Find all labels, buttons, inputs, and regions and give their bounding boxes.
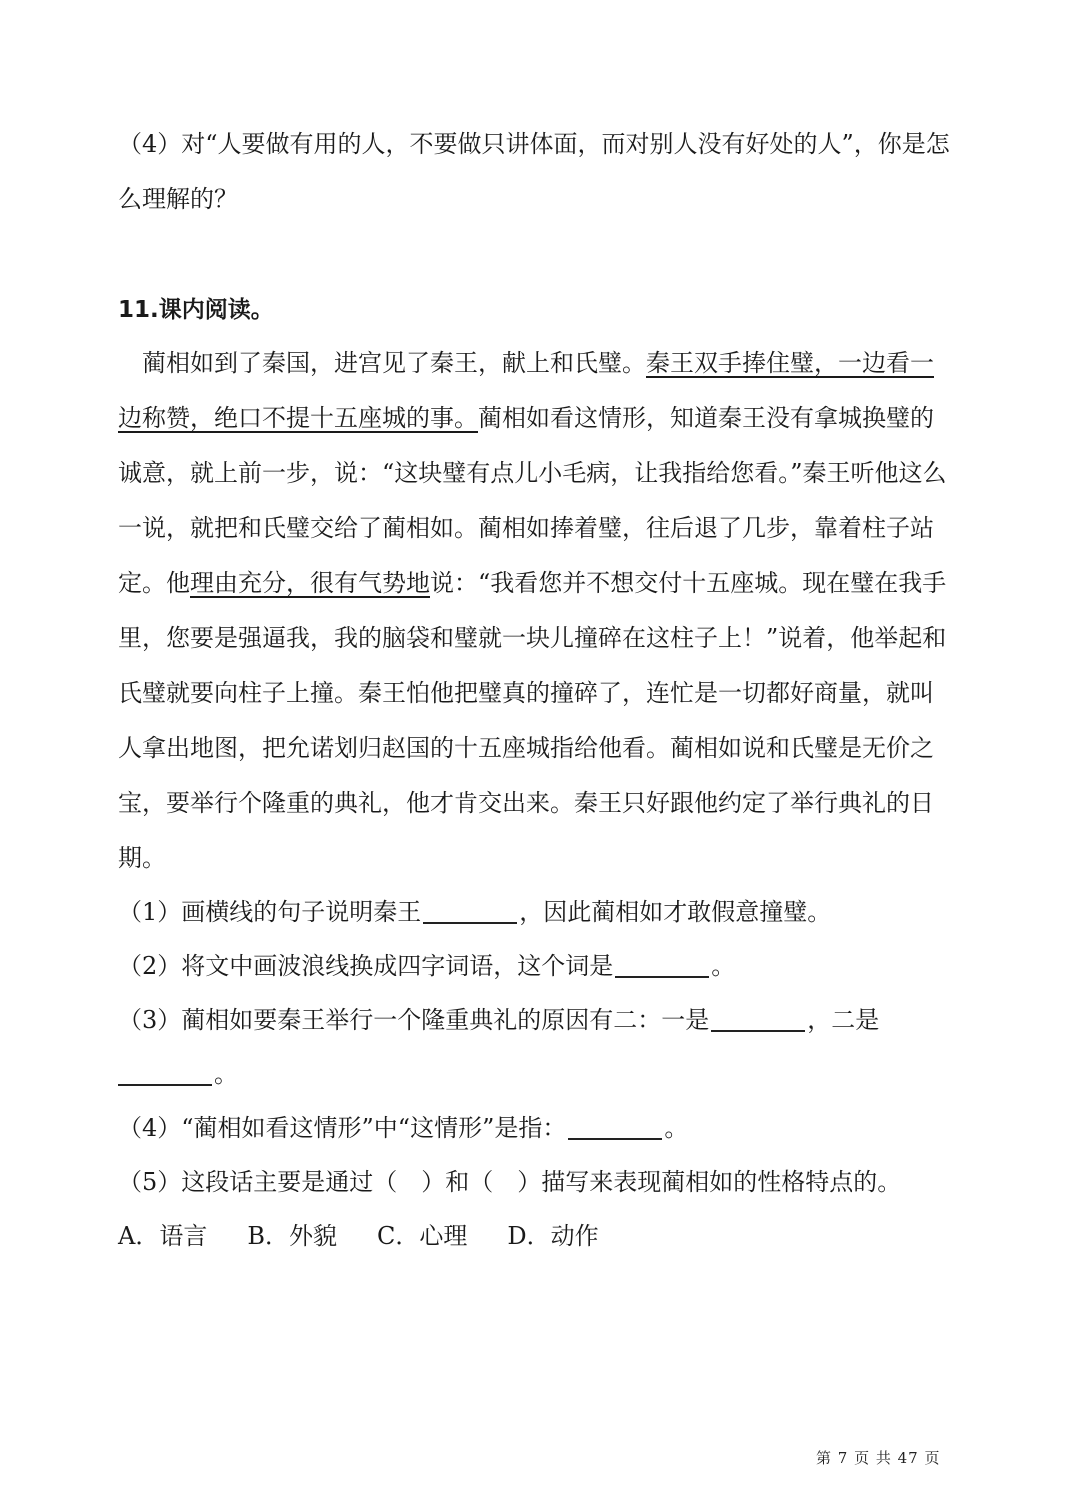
passage-line <box>118 556 964 611</box>
question-text: （3）蔺相如要秦王举行一个隆重典礼的原因有二：一是 <box>118 1006 710 1034</box>
section-heading-text: 11.课内阅读。 <box>118 297 274 323</box>
passage-line <box>118 391 964 446</box>
underlined-sentence: 边称赞，绝口不提十五座城的事。 <box>118 404 478 432</box>
passage-line: 宝，要举行个隆重的典礼，他才肯交出来。秦王只好跟他约定了举行典礼的日 <box>118 789 934 817</box>
option-a[interactable]: A．语言 <box>118 1222 208 1250</box>
reading-passage <box>118 336 964 886</box>
answer-blank[interactable] <box>568 1108 662 1140</box>
question-3-continued <box>118 1047 964 1101</box>
passage-line <box>118 336 964 391</box>
option-c[interactable]: C．心理 <box>376 1222 468 1250</box>
passage-text: 定。他 <box>118 569 190 597</box>
question-text: 。 <box>664 1114 689 1142</box>
passage-line: 氏璧就要向柱子上撞。秦王怕他把璧真的撞碎了，连忙是一切都好商量，就叫 <box>118 679 934 707</box>
prev-question-line-2: 么理解的？ <box>118 185 238 213</box>
answer-blank[interactable] <box>615 946 709 978</box>
passage-line: 期。 <box>118 844 166 872</box>
question-1 <box>118 885 964 939</box>
section-heading <box>118 283 964 338</box>
question-5: （5）这段话主要是通过（ ）和（ ）描写来表现蔺相如的性格特点的。 <box>118 1168 902 1196</box>
answer-blank[interactable] <box>118 1054 212 1086</box>
previous-question <box>118 117 964 227</box>
question-text: 。 <box>214 1060 238 1088</box>
answer-blank[interactable] <box>711 1000 805 1032</box>
question-text: （4）“蔺相如看这情形”中“这情形”是指： <box>118 1114 567 1142</box>
question-text: ，因此蔺相如才敢假意撞璧。 <box>519 898 832 926</box>
page-number: 第 7 页 共 47 页 <box>816 1449 941 1467</box>
question-text: （2）将文中画波浪线换成四字词语，这个词是 <box>118 952 614 980</box>
answer-blank[interactable] <box>423 892 517 924</box>
passage-text: 说：“我看您并不想交付十五座城。现在璧在我手 <box>430 569 947 597</box>
answer-options <box>118 1209 964 1263</box>
passage-text: 蔺相如到了秦国，进宫见了秦王，献上和氏璧。 <box>118 349 646 377</box>
question-text: 。 <box>711 952 736 980</box>
question-text: ，二是 <box>807 1006 880 1034</box>
wavy-underlined-phrase: 理由充分，很有气势地 <box>190 569 430 597</box>
underlined-sentence: 秦王双手捧住璧，一边看一 <box>646 349 934 377</box>
passage-line: 里，您要是强逼我，我的脑袋和璧就一块儿撞碎在这柱子上！”说着，他举起和 <box>118 624 947 652</box>
passage-text: 蔺相如看这情形，知道秦王没有拿城换璧的 <box>478 404 934 432</box>
question-2 <box>118 939 964 993</box>
passage-line: 人拿出地图，把允诺划归赵国的十五座城指给他看。蔺相如说和氏璧是无价之 <box>118 734 934 762</box>
question-4 <box>118 1101 964 1155</box>
option-d[interactable]: D．动作 <box>507 1222 599 1250</box>
passage-line: 一说，就把和氏璧交给了蔺相如。蔺相如捧着璧，往后退了几步，靠着柱子站 <box>118 514 934 542</box>
passage-line: 诚意，就上前一步，说：“这块璧有点儿小毛病，让我指给您看。”秦王听他这么 <box>118 459 947 487</box>
questions <box>118 885 964 1263</box>
prev-question-line-1: （4）对“人要做有用的人，不要做只讲体面，而对别人没有好处的人”，你是怎 <box>118 130 950 158</box>
option-b[interactable]: B．外貌 <box>247 1222 337 1250</box>
question-3 <box>118 993 964 1047</box>
question-text: （1）画横线的句子说明秦王 <box>118 898 422 926</box>
